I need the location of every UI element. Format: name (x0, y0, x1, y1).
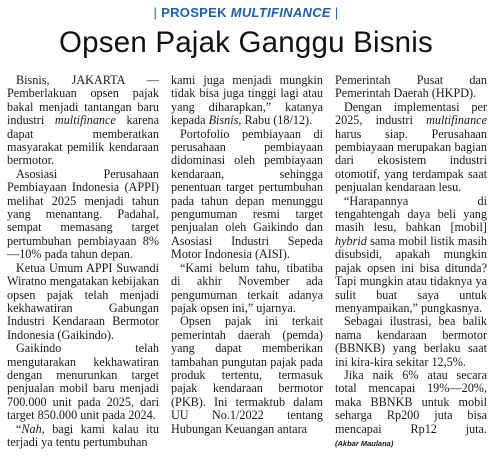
paragraph: Sebagai ilustrasi, bea balik nama kendaraan bermotor (BBNKB) yang berlaku saat ini kira-kira sekitar 12,5%. (335, 314, 487, 369)
paragraph: Bisnis, JAKARTA — Pemberlakuan opsen pajak bakal menjadi tantangan baru industri multifinance karena dapat memberatkan masyarakat pemilik kendaraan bermotor. (7, 74, 159, 168)
paragraph: Portofolio pembiayaan di perusahaan pembiayaan didominasi oleh pembiayaan kendaraan, sehingga penentuan target pertumbuhan pada tahun depan menunggu pengumuman resmi target penjualan oleh Gaikindo dan Asosiasi Industri Sepeda Motor Indonesia (AISI). (171, 126, 323, 262)
paragraph: Jika naik 6% atau secara total mencapai 19%—20%, maka BBNKB untuk mobil seharga Rp200 juta bisa mencapai Rp12 juta. (Akbar Maulana) (335, 367, 487, 448)
paragraph: “Nah, bagi kami kalau itu terjadi ya tentu pertumbuhan (7, 421, 159, 449)
kicker-prefix: PROSPEK (161, 5, 227, 20)
column-2 (171, 74, 323, 458)
kicker-highlight: MULTIFINANCE (230, 5, 331, 20)
column-3 (335, 74, 487, 458)
paragraph: Ketua Umum APPI Suwandi Wiratno mengatakan kebijakan opsen pajak telah menjadi kekhawatiran Gabungan Industri Kendaraan Bermotor Indonesia (Gaikindo). (7, 260, 159, 342)
paragraph: Asosiasi Perusahaan Pembiayaan Indonesia (APPI) melihat 2025 menjadi tahun yang menantang. Padahal, sempat memasang target pertumbuhan pembiayaan 8%—10% pada tahun depan. (7, 166, 159, 262)
paragraph: Gaikindo telah mengutarakan kekhawatiran dengan menurunkan target penjualan mobil baru menjadi 700.000 unit pada 2025, dari target 850.000 unit pada 2024. (7, 341, 159, 423)
column-1 (7, 74, 159, 458)
paragraph: Dengan implementasi per 2025, industri multifinance harus siap. Perusahaan pembiayaan merupakan bagian dari ekosistem industri otomotif, yang terdampak saat penjualan kendaraan lesu. (335, 99, 487, 195)
headline: Opsen Pajak Ganggu Bisnis (59, 26, 433, 59)
paragraph: “Kami belum tahu, tibatiba di akhir November ada pengumuman terkait adanya pajak opsen ini,” ujarnya. (171, 260, 323, 315)
paragraph: “Harapannya di tengahtengah daya beli yang masih lesu, bahkan [mobil] hybrid sama mobil listik masih disubsidi, apakah mungkin pajak opsen ini bisa ditunda? Tapi mungkin atau tidaknya ya sulit buat saya untuk menyampaikan,” pungkasnya. (335, 193, 487, 315)
paragraph: kami juga menjadi mungkin tidak bisa juga tinggi lagi atau yang diharapkan,” katanya kepada Bisnis, Rabu (18/12). (171, 74, 323, 128)
byline-credit: (Akbar Maulana) (335, 438, 394, 448)
paragraph: Pemerintah Pusat dan Pemerintah Daerah (HKPD). (335, 74, 487, 101)
article-body (7, 74, 487, 458)
paragraph: Opsen pajak ini terkait pemerintah daerah (pemda) yang dapat memberikan tambahan pungutan pajak pada produk tertentu, termasuk pajak kendaraan bermotor (PKB). Ini termaktub dalam UU No.1/2022 tentang Hubungan Keuangan antara (171, 314, 323, 436)
section-kicker: | PROSPEK MULTIFINANCE | (153, 5, 339, 20)
